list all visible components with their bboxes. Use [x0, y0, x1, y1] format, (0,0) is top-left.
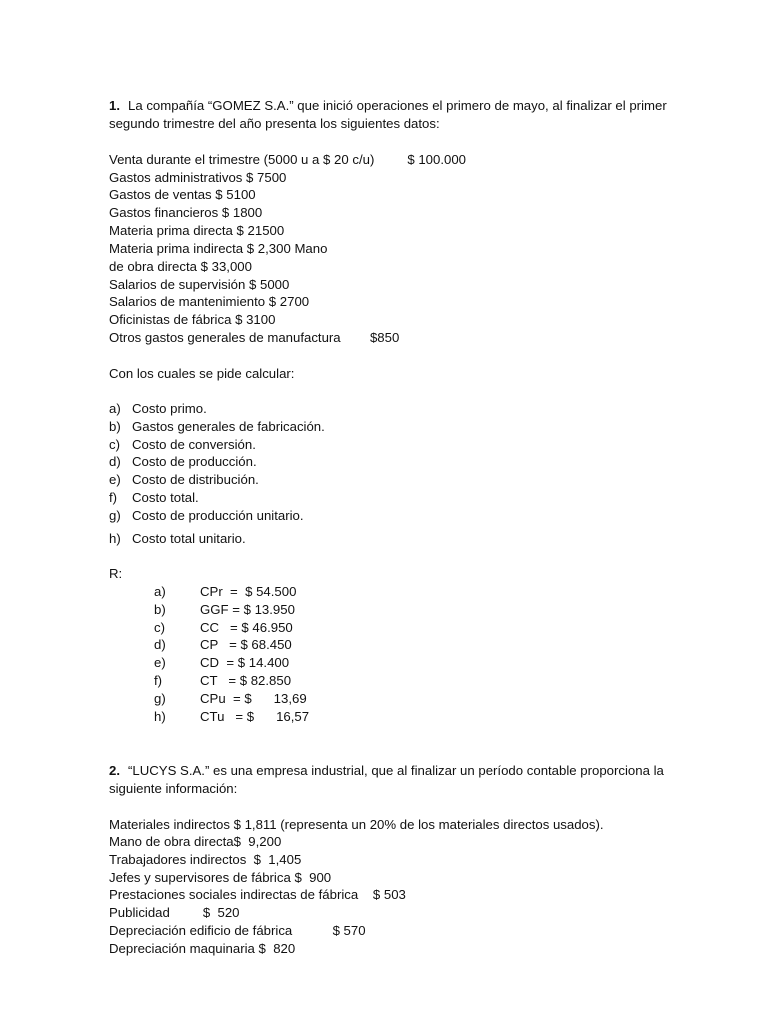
- problem-2-data-line: Trabajadores indirectos $ 1,405: [109, 852, 302, 867]
- problem-1-data-line: Oficinistas de fábrica $ 3100: [109, 312, 276, 327]
- answer-text: GGF = $ 13.950: [200, 601, 295, 617]
- answer-label: b): [154, 601, 166, 617]
- answer-text: CC = $ 46.950: [200, 619, 293, 635]
- problem-1-data-line: Gastos de ventas $ 5100: [109, 187, 256, 202]
- problem-1-number: 1.: [109, 98, 120, 113]
- answer-text: CP = $ 68.450: [200, 637, 292, 653]
- answer-item: [154, 601, 309, 619]
- answer-label: a): [154, 584, 166, 599]
- problem-1-request: Con los cuales se pide calcular:: [109, 366, 295, 381]
- question-label: h): [109, 530, 121, 546]
- question-item: [109, 453, 325, 471]
- problem-2-data-line: Publicidad $ 520: [109, 905, 240, 920]
- question-label: a): [109, 401, 121, 416]
- answer-text: CPu = $ 13,69: [200, 690, 307, 706]
- question-text: Gastos generales de fabricación.: [132, 418, 325, 434]
- answer-item: [154, 619, 309, 637]
- question-text: Costo de producción unitario.: [132, 507, 304, 523]
- answer-item: [154, 636, 309, 654]
- answer-label: c): [154, 619, 165, 635]
- answer-item: [154, 708, 309, 726]
- problem-1-data-line: Salarios de supervisión $ 5000: [109, 277, 290, 292]
- problem-1-intro: [109, 97, 709, 133]
- answer-label: e): [154, 655, 166, 671]
- answer-list: [154, 583, 309, 725]
- problem-1-intro-text: La compañía “GOMEZ S.A.” que inició operaciones el primero de mayo, al finalizar el primer segundo trimestre del año presenta los siguientes datos:: [109, 98, 667, 131]
- problem-2-intro: [109, 762, 709, 798]
- answer-item: [154, 672, 309, 690]
- problem-1-data-line: Materia prima indirecta $ 2,300 Mano: [109, 241, 328, 256]
- answer-text: CD = $ 14.400: [200, 655, 290, 671]
- answer-label: f): [154, 672, 163, 688]
- problem-2-data-line: Jefes y supervisores de fábrica $ 900: [109, 870, 332, 885]
- problem-2-data-line: Mano de obra directa$ 9,200: [109, 834, 282, 849]
- question-label: c): [109, 436, 120, 452]
- question-item: [109, 489, 325, 507]
- question-item: [109, 418, 325, 436]
- answer-text: CPr = $ 54.500: [200, 584, 297, 599]
- question-text: Costo de producción.: [132, 454, 257, 470]
- question-text: Costo total.: [132, 489, 199, 505]
- answer-heading: R:: [109, 566, 123, 581]
- answer-text: CT = $ 82.850: [200, 672, 292, 688]
- question-item: [109, 530, 325, 548]
- answer-text: CTu = $ 16,57: [200, 708, 310, 724]
- problem-1-question-list: [109, 400, 325, 547]
- problem-1-data-line: Materia prima directa $ 21500: [109, 223, 285, 238]
- question-label: g): [109, 507, 121, 523]
- problem-2-data-line: Materiales indirectos $ 1,811 (representa un 20% de los materiales directos usados).: [109, 817, 604, 832]
- question-item: [109, 400, 325, 418]
- answer-label: d): [154, 637, 166, 653]
- answer-label: g): [154, 690, 166, 706]
- question-label: e): [109, 472, 121, 488]
- question-label: d): [109, 454, 121, 470]
- problem-1-data-line: Salarios de mantenimiento $ 2700: [109, 294, 310, 309]
- problem-1-data-line: de obra directa $ 33,000: [109, 259, 252, 274]
- question-text: Costo primo.: [132, 401, 207, 416]
- question-label: f): [109, 489, 118, 505]
- problem-1-data-line: Gastos administrativos $ 7500: [109, 170, 287, 185]
- problem-2-data-line: Depreciación maquinaria $ 820: [109, 941, 296, 956]
- question-item: [109, 507, 325, 525]
- question-text: Costo de conversión.: [132, 436, 256, 452]
- question-text: Costo total unitario.: [132, 530, 246, 546]
- answer-item: [154, 690, 309, 708]
- question-text: Costo de distribución.: [132, 472, 259, 488]
- problem-1-data-line: Gastos financieros $ 1800: [109, 205, 263, 220]
- problem-2-number: 2.: [109, 763, 120, 778]
- answer-item: [154, 654, 309, 672]
- problem-1-data-line: Venta durante el trimestre (5000 u a $ 20 c/u) $ 100.000: [109, 152, 467, 167]
- problem-1-data-line: Otros gastos generales de manufactura $850: [109, 330, 400, 345]
- problem-2-data-line: Prestaciones sociales indirectas de fábrica $ 503: [109, 887, 406, 902]
- question-item: [109, 471, 325, 489]
- question-label: b): [109, 418, 121, 434]
- problem-2-intro-text: “LUCYS S.A.” es una empresa industrial, que al finalizar un período contable proporciona la siguiente información:: [109, 763, 664, 796]
- question-item: [109, 436, 325, 454]
- problem-2-data-line: Depreciación edificio de fábrica $ 570: [109, 923, 366, 938]
- answer-item: [154, 583, 309, 601]
- answer-label: h): [154, 708, 166, 724]
